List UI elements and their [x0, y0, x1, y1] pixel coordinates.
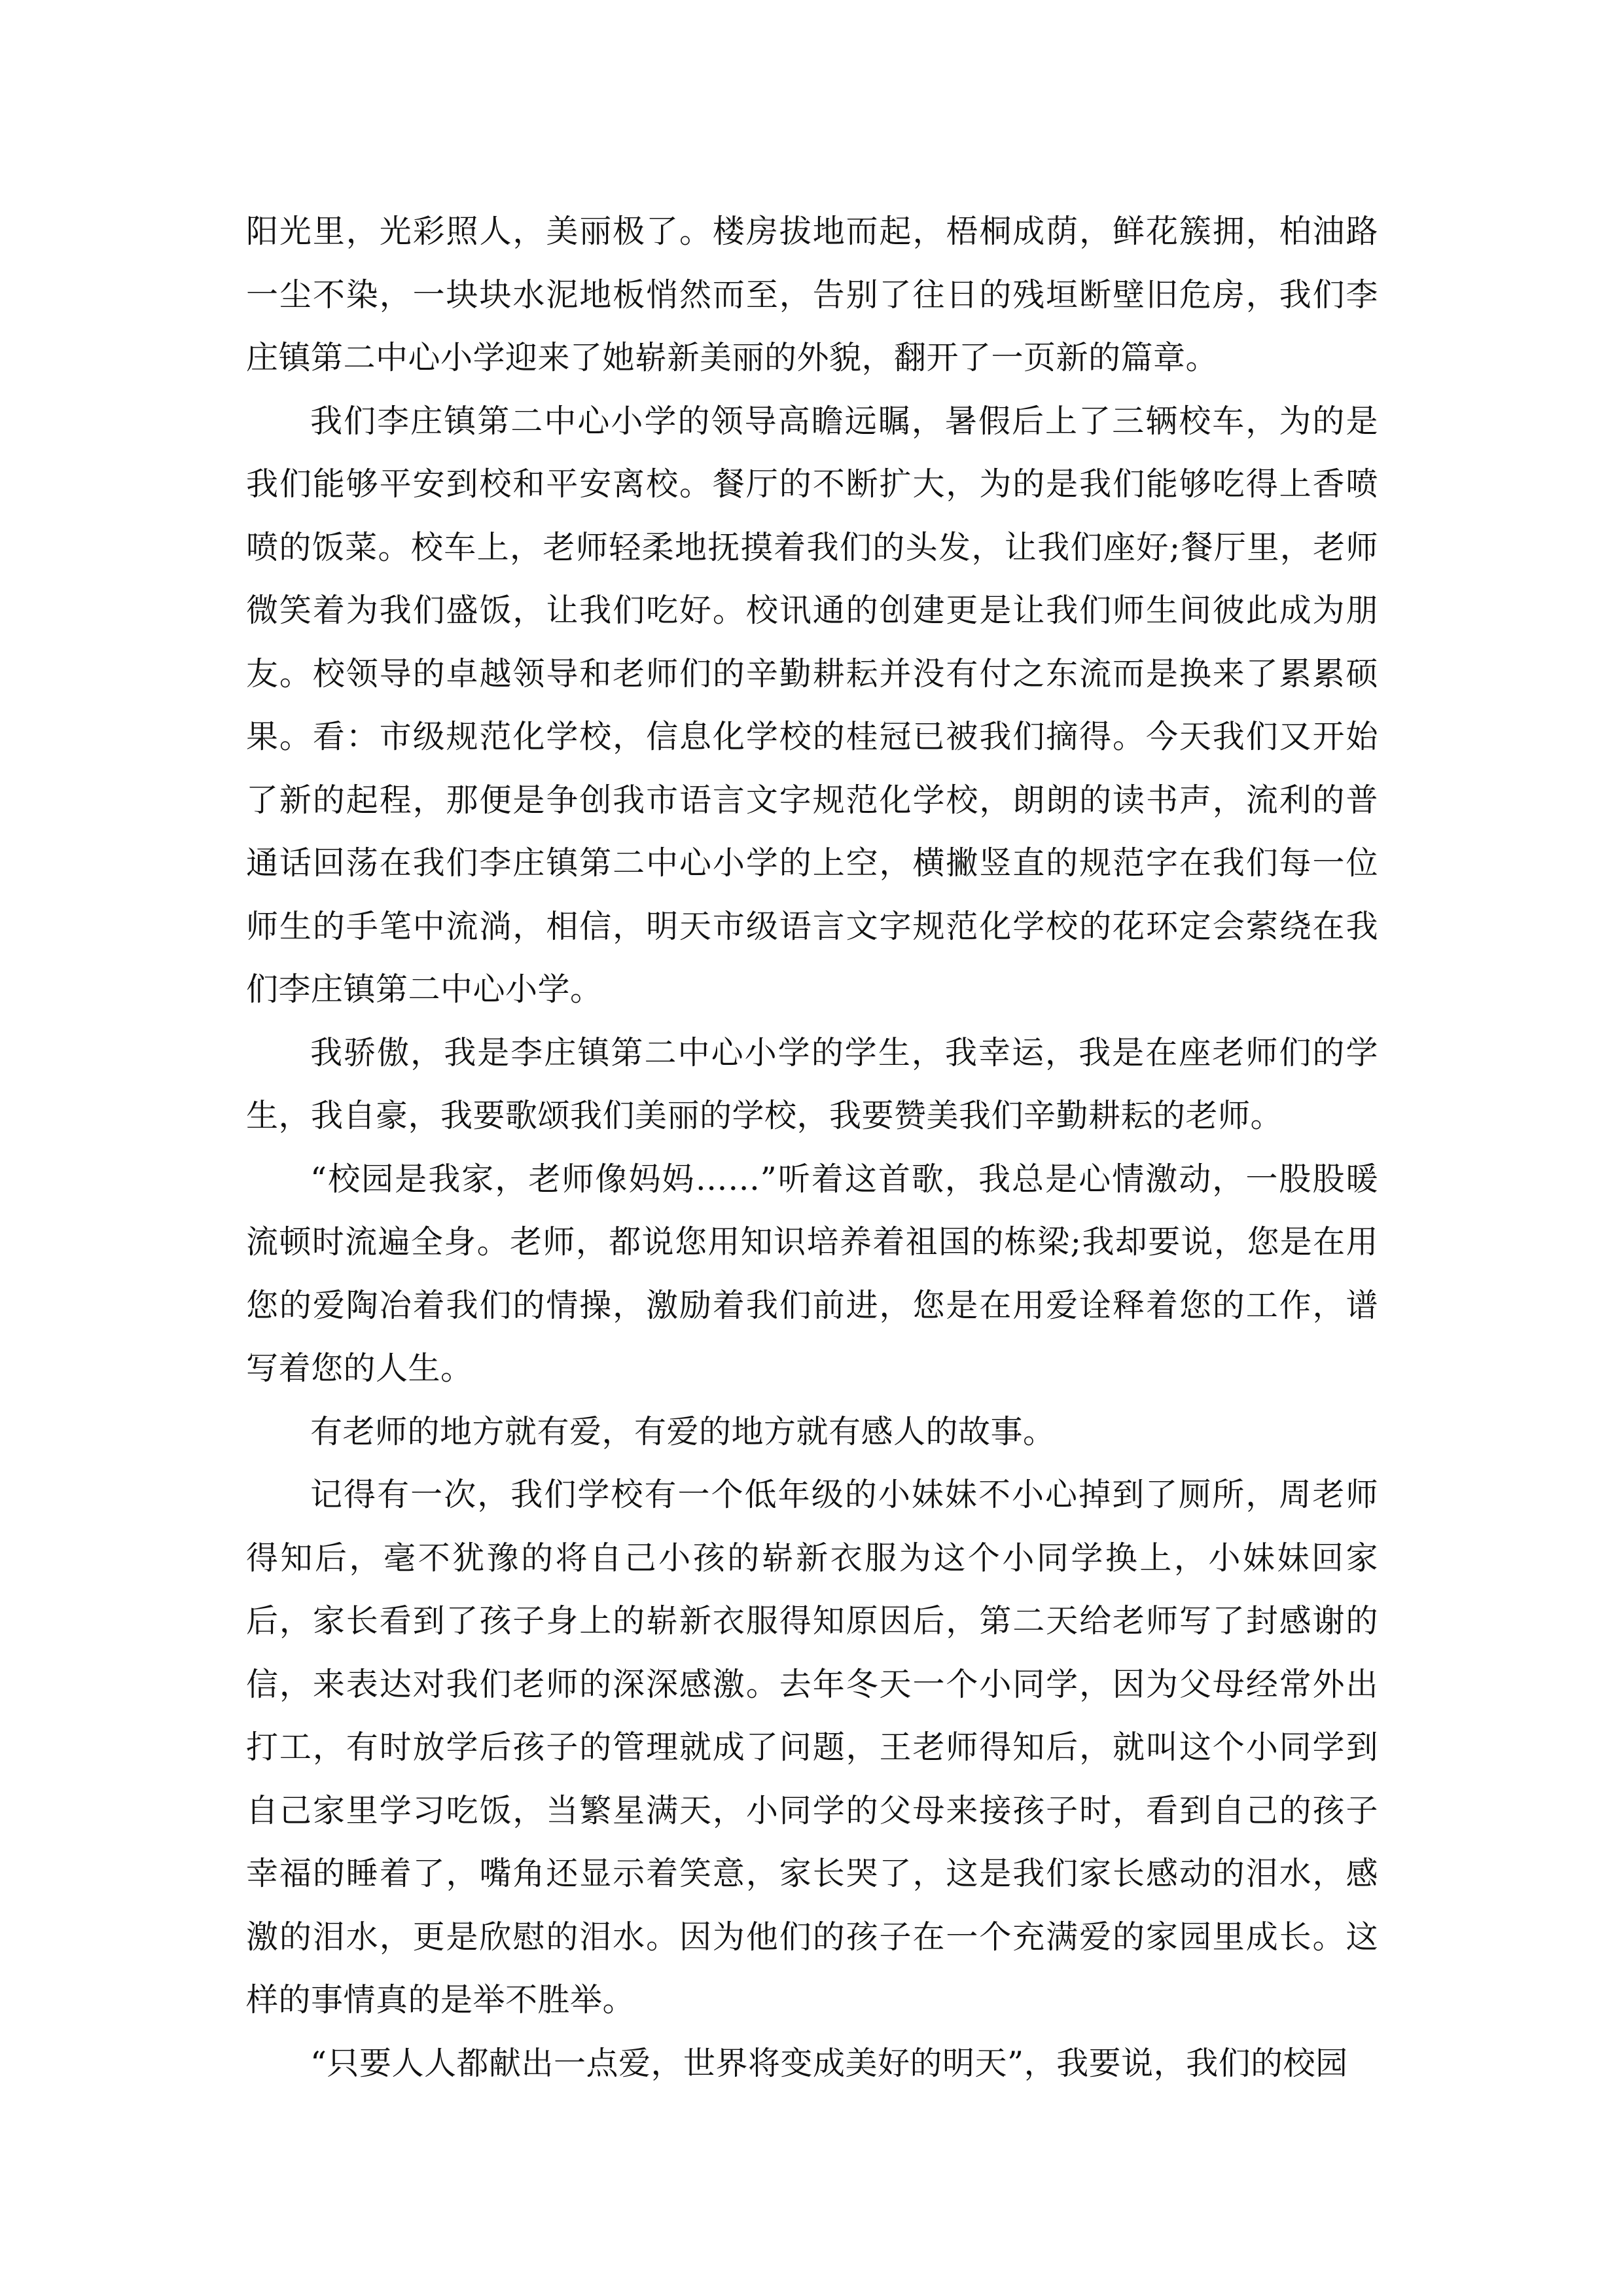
paragraph-4: “校园是我家，老师像妈妈……”听着这首歌，我总是心情激动，一股股暖流顿时流遍全身。老师，都说您用知识培养着祖国的栋梁;我却要说，您是在用您的爱陶冶着我们的情操，激励着我们前进，您是在用爱诠释着您的工作，谱写着您的人生。: [246, 1160, 1378, 1387]
paragraph-3: 我骄傲，我是李庄镇第二中心小学的学生，我幸运，我是在座老师们的学生，我自豪，我要歌颂我们美丽的学校，我要赞美我们辛勤耕耘的老师。: [246, 1033, 1378, 1134]
paragraph-2: 我们李庄镇第二中心小学的领导高瞻远瞩，暑假后上了三辆校车，为的是我们能够平安到校和平安离校。餐厅的不断扩大，为的是我们能够吃得上香喷喷的饭菜。校车上，老师轻柔地抚摸着我们的头发，让我们座好;餐厅里，老师微笑着为我们盛饭，让我们吃好。校讯通的创建更是让我们师生间彼此成为朋友。校领导的卓越领导和老师们的辛勤耕耘并没有付之东流而是换来了累累硕果。看：市级规范化学校，信息化学校的桂冠已被我们摘得。今天我们又开始了新的起程，那便是争创我市语言文字规范化学校，朗朗的读书声，流利的普通话回荡在我们李庄镇第二中心小学的上空，横撇竖直的规范字在我们每一位师生的手笔中流淌，相信，明天市级语言文字规范化学校的花环定会萦绕在我们李庄镇第二中心小学。: [246, 402, 1378, 1008]
paragraph-7: “只要人人都献出一点爱，世界将变成美好的明天”，我要说，我们的校园: [310, 2044, 1348, 2082]
paragraph-5: 有老师的地方就有爱，有爱的地方就有感人的故事。: [310, 1412, 1056, 1450]
paragraph-1: 阳光里，光彩照人，美丽极了。楼房拔地而起，梧桐成荫，鲜花簇拥，柏油路一尘不染，一块块水泥地板悄然而至，告别了往日的残垣断壁旧危房，我们李庄镇第二中心小学迎来了她崭新美丽的外貌，翻开了一页新的篇章。: [246, 213, 1378, 376]
paragraph-6: 记得有一次，我们学校有一个低年级的小妹妹不小心掉到了厕所，周老师得知后，毫不犹豫的将自己小孩的崭新衣服为这个小同学换上，小妹妹回家后，家长看到了孩子身上的崭新衣服得知原因后，第二天给老师写了封感谢的信，来表达对我们老师的深深感激。去年冬天一个小同学，因为父母经常外出打工，有时放学后孩子的管理就成了问题，王老师得知后，就叫这个小同学到自己家里学习吃饭，当繁星满天，小同学的父母来接孩子时，看到自己的孩子幸福的睡着了，嘴角还显示着笑意，家长哭了，这是我们家长感动的泪水，感激的泪水，更是欣慰的泪水。因为他们的孩子在一个充满爱的家园里成长。这样的事情真的是举不胜举。: [246, 1476, 1378, 2018]
document-body: [246, 200, 1378, 2095]
